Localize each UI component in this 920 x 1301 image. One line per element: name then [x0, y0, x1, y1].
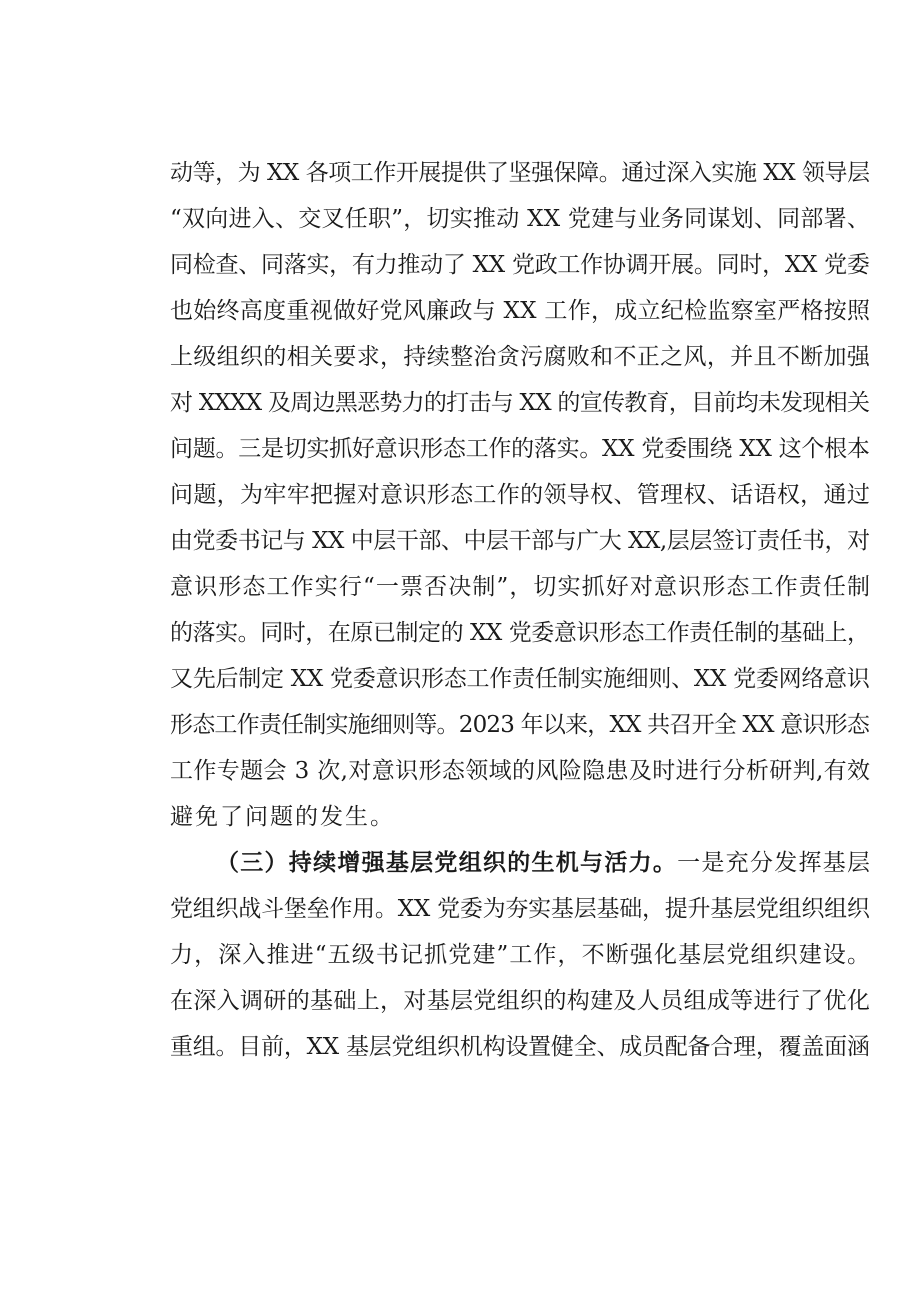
text-line: 避免了问题的发生。 [170, 804, 395, 830]
text-line: 对 XXXX 及周边黑恶势力的打击与 XX 的宣传教育，目前均未发现相关 [170, 390, 870, 416]
text-line: 工作专题会 3 次,对意识形态领域的风险隐患及时进行分析研判,有效 [170, 758, 871, 784]
text-line: 在深入调研的基础上，对基层党组织的构建及人员组成等进行了优化 [170, 988, 871, 1014]
text-line: 动等，为 XX 各项工作开展提供了坚强保障。通过深入实施 XX 领导层 [170, 160, 870, 186]
text-line: 意识形态工作实行“一票否决制”，切实抓好对意识形态工作责任制 [170, 574, 872, 600]
text-line: 也始终高度重视做好党风廉政与 XX 工作，成立纪检监察室严格按照 [170, 298, 871, 324]
text-line: 力，深入推进“五级书记抓党建”工作，不断强化基层党组织建设。 [170, 942, 872, 968]
paragraph-2 [170, 840, 870, 1070]
text-line: “双向进入、交叉任职”，切实推动 XX 党建与业务同谋划、同部署、 [170, 206, 871, 232]
text-line: 上级组织的相关要求，持续整治贪污腐败和不正之风，并且不断加强 [170, 344, 871, 370]
text-line: 形态工作责任制实施细则等。2023 年以来，XX 共召开全 XX 意识形态 [170, 712, 870, 738]
text-line: 问题，为牢牢把握对意识形态工作的领导权、管理权、话语权，通过 [170, 482, 871, 508]
text-line: 同检查、同落实，有力推动了 XX 党政工作协调开展。同时，XX 党委 [170, 252, 870, 278]
text-line: 由党委书记与 XX 中层干部、中层干部与广大 XX,层层签订责任书，对 [170, 528, 870, 554]
text-line: 的落实。同时，在原已制定的 XX 党委意识形态工作责任制的基础上， [170, 620, 870, 646]
paragraph-first-line [170, 840, 870, 886]
text-line: 党组织战斗堡垒作用。XX 党委为夯实基层基础，提升基层党组织组织 [170, 896, 870, 922]
text-line: 重组。目前，XX 基层党组织机构设置健全、成员配备合理，覆盖面涵 [170, 1034, 870, 1060]
paragraph-1 [170, 150, 870, 840]
section-heading: （三）持续增强基层党组织的生机与活力。 [216, 849, 678, 876]
document-body [170, 150, 870, 1070]
text-line: 又先后制定 XX 党委意识形态工作责任制实施细则、XX 党委网络意识 [170, 666, 870, 692]
first-line-text: 一是充分发挥基层 [677, 850, 872, 876]
text-line: 问题。三是切实抓好意识形态工作的落实。XX 党委围绕 XX 这个根本 [170, 436, 870, 462]
